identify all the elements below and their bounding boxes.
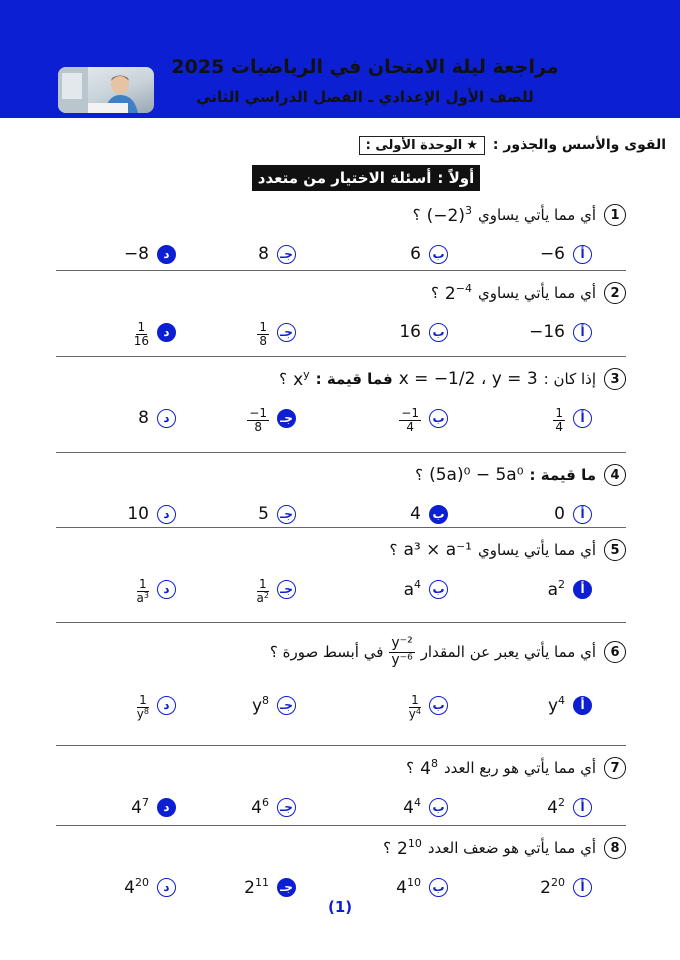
question-text xyxy=(415,465,596,485)
fraction-denominator: 8 xyxy=(259,334,267,348)
option-exp: 20 xyxy=(135,876,149,889)
question-row xyxy=(56,278,626,308)
option-letter: جـ xyxy=(277,245,296,264)
option-4[interactable] xyxy=(127,494,176,534)
question-fraction xyxy=(389,636,414,668)
option-value xyxy=(399,402,421,434)
option-value xyxy=(540,876,565,898)
question-text xyxy=(279,368,596,390)
option-value: −8 xyxy=(123,244,149,264)
denominator-exp: 8 xyxy=(143,707,149,716)
option-base: 4 xyxy=(547,798,558,818)
question-prompt: إذا كان : xyxy=(543,370,596,388)
option-base: 4 xyxy=(124,878,135,898)
option-letter: د xyxy=(157,245,176,264)
option-value xyxy=(252,694,269,716)
option-1[interactable] xyxy=(540,867,592,907)
separator-line xyxy=(56,622,626,623)
question-number: 4 xyxy=(604,464,626,486)
option-value xyxy=(137,573,149,605)
option-letter: ب xyxy=(429,798,448,817)
options-row xyxy=(56,312,626,352)
question-mark: ؟ xyxy=(389,541,398,559)
option-value: 5 xyxy=(258,504,269,524)
option-value: −6 xyxy=(539,244,565,264)
option-exp: 4 xyxy=(558,694,565,707)
fraction-numerator: 1 xyxy=(555,405,563,420)
option-1[interactable] xyxy=(548,569,592,609)
option-4[interactable] xyxy=(138,398,176,438)
question-7 xyxy=(56,753,626,827)
question-number: 7 xyxy=(604,757,626,779)
question-power-exp: 8 xyxy=(430,757,438,770)
options-row xyxy=(56,234,626,274)
option-value xyxy=(396,876,421,898)
question-number: 6 xyxy=(604,641,626,663)
fraction-numerator: 1 xyxy=(137,319,146,334)
question-number: 5 xyxy=(604,539,626,561)
unit-label: الوحدة الأولى : xyxy=(365,137,463,153)
fraction-numerator: −1 xyxy=(401,405,419,420)
fraction-denominator xyxy=(257,592,269,605)
question-row xyxy=(56,364,626,394)
fraction-numerator: −1 xyxy=(249,405,267,420)
fraction-denominator: 4 xyxy=(555,420,563,434)
fraction-denominator xyxy=(137,592,149,605)
fraction-denominator xyxy=(137,708,149,721)
question-prompt: ما قيمة : xyxy=(529,466,596,484)
question-row xyxy=(56,535,626,565)
question-row xyxy=(56,753,626,783)
option-fraction xyxy=(134,321,149,348)
option-value xyxy=(247,402,269,434)
option-1[interactable] xyxy=(547,787,592,827)
option-2[interactable] xyxy=(396,867,448,907)
option-base: 4 xyxy=(403,798,414,818)
option-fraction xyxy=(247,407,269,434)
option-fraction xyxy=(409,694,421,721)
options-row xyxy=(56,787,626,827)
fraction-denominator: 8 xyxy=(254,420,262,434)
option-2[interactable] xyxy=(409,685,448,725)
question-mark: ؟ xyxy=(279,370,288,388)
option-value: 8 xyxy=(258,244,269,264)
question-power-base: 4 xyxy=(420,759,431,779)
question-6 xyxy=(56,637,626,725)
option-value: 8 xyxy=(138,408,149,428)
option-letter: د xyxy=(157,696,176,715)
question-expression: x = −1/2 ، y = 3 xyxy=(398,369,538,389)
question-8 xyxy=(56,833,626,907)
unit-badge xyxy=(359,136,485,155)
question-power-base: 2 xyxy=(397,839,408,859)
option-exp: 2 xyxy=(558,796,565,809)
option-exp: 6 xyxy=(262,796,269,809)
option-letter: جـ xyxy=(277,696,296,715)
question-ask: فما قيمة : xyxy=(315,370,393,388)
option-letter: أ xyxy=(573,409,592,428)
question-row xyxy=(56,200,626,230)
fraction-denominator: y⁻⁶ xyxy=(391,651,413,668)
option-2[interactable] xyxy=(399,398,448,438)
option-3[interactable] xyxy=(247,398,296,438)
option-exp: 8 xyxy=(262,694,269,707)
option-value: −16 xyxy=(529,322,565,342)
fraction-numerator: 1 xyxy=(259,319,267,334)
option-base: 4 xyxy=(131,798,142,818)
denominator-exp: 2 xyxy=(263,591,269,600)
option-fraction xyxy=(399,407,421,434)
option-value xyxy=(553,402,565,434)
option-value xyxy=(134,316,149,348)
option-exp: 10 xyxy=(407,876,421,889)
option-exp: 20 xyxy=(551,876,565,889)
option-fraction xyxy=(257,321,269,348)
unit-title: القوى والأسس والجذور : xyxy=(492,137,666,153)
option-value xyxy=(244,876,269,898)
option-letter: أ xyxy=(573,323,592,342)
separator-line xyxy=(56,527,626,528)
option-letter: د xyxy=(157,878,176,897)
separator-line xyxy=(56,825,626,826)
question-prompt: أي مما يأتي يعبر عن المقدار xyxy=(420,643,596,661)
option-exp: 7 xyxy=(142,796,149,809)
option-letter: أ xyxy=(573,878,592,897)
option-letter: ب xyxy=(429,878,448,897)
option-letter: ب xyxy=(429,505,448,524)
question-row xyxy=(56,833,626,863)
option-base: a xyxy=(547,580,558,600)
option-letter: د xyxy=(157,323,176,342)
options-row xyxy=(56,494,626,534)
option-4[interactable] xyxy=(124,234,176,274)
question-mark: ؟ xyxy=(383,839,392,857)
star-icon: ★ xyxy=(466,137,478,153)
option-letter: أ xyxy=(573,696,592,715)
section-label: أولاً : xyxy=(437,169,475,187)
option-value xyxy=(137,689,149,721)
question-power-exp: 3 xyxy=(464,204,472,217)
option-letter: أ xyxy=(573,505,592,524)
option-letter: جـ xyxy=(277,323,296,342)
question-mark: في أبسط صورة ؟ xyxy=(269,643,384,661)
question-prompt: أي مما يأتي هو ربع العدد xyxy=(443,759,596,777)
option-value: 0 xyxy=(554,504,565,524)
question-power xyxy=(397,837,422,859)
question-power xyxy=(293,368,310,390)
option-letter: ب xyxy=(429,409,448,428)
question-text xyxy=(270,636,596,668)
option-letter: أ xyxy=(573,245,592,264)
question-power-exp: y xyxy=(303,368,310,381)
option-letter: ب xyxy=(429,323,448,342)
denominator-exp: 4 xyxy=(415,707,421,716)
option-value xyxy=(403,796,421,818)
option-1[interactable] xyxy=(540,234,592,274)
option-base: a xyxy=(403,580,414,600)
option-3[interactable] xyxy=(252,685,296,725)
option-value xyxy=(251,796,269,818)
student-photo xyxy=(58,67,154,113)
option-fraction xyxy=(553,407,565,434)
option-3[interactable] xyxy=(251,787,296,827)
fraction-numerator: y⁻² xyxy=(391,635,413,652)
option-letter: أ xyxy=(573,580,592,599)
option-fraction xyxy=(137,578,149,605)
option-1[interactable] xyxy=(529,312,592,352)
question-number: 2 xyxy=(604,282,626,304)
denominator-base: y xyxy=(136,707,144,721)
question-text xyxy=(390,540,597,560)
option-1[interactable] xyxy=(553,398,592,438)
option-4[interactable] xyxy=(134,312,176,352)
question-4 xyxy=(56,460,626,534)
separator-line xyxy=(56,452,626,453)
question-text xyxy=(431,282,596,304)
option-letter: أ xyxy=(573,798,592,817)
option-value xyxy=(548,578,565,600)
question-expression: a³ × a⁻¹ xyxy=(403,540,472,560)
fraction-denominator: 16 xyxy=(133,334,149,348)
option-letter: د xyxy=(157,798,176,817)
option-letter: جـ xyxy=(277,505,296,524)
option-value xyxy=(257,316,269,348)
option-letter: جـ xyxy=(277,580,296,599)
page-title: مراجعة ليلة الامتحان في الرياضيات 2025 xyxy=(171,56,559,78)
page-number: (1) xyxy=(328,898,353,916)
option-base: 2 xyxy=(540,878,551,898)
question-prompt: أي مما يأتي يساوي xyxy=(477,541,596,559)
section-badge xyxy=(252,165,480,191)
option-exp: 4 xyxy=(414,578,421,591)
option-letter: ب xyxy=(429,245,448,264)
separator-line xyxy=(56,270,626,271)
option-value: 16 xyxy=(399,322,421,342)
question-power-base: x xyxy=(293,370,304,390)
option-3[interactable] xyxy=(244,867,296,907)
question-number: 1 xyxy=(604,204,626,226)
option-value xyxy=(409,689,421,721)
option-value xyxy=(548,694,565,716)
option-fraction xyxy=(257,578,269,605)
question-power-exp: −4 xyxy=(455,282,472,295)
option-3[interactable] xyxy=(258,494,296,534)
option-3[interactable] xyxy=(258,234,296,274)
question-power xyxy=(445,282,472,304)
question-2 xyxy=(56,278,626,352)
option-letter: ب xyxy=(429,580,448,599)
option-letter: جـ xyxy=(277,798,296,817)
question-row xyxy=(56,637,626,667)
option-letter: جـ xyxy=(277,409,296,428)
question-power-exp: 10 xyxy=(407,837,422,850)
question-mark: ؟ xyxy=(412,206,421,224)
page-subtitle: للصف الأول الإعدادي ـ الفصل الدراسي الثاني xyxy=(196,88,534,106)
separator-line xyxy=(56,745,626,746)
fraction-denominator: 4 xyxy=(406,420,414,434)
question-text xyxy=(413,204,596,226)
unit-heading xyxy=(359,132,666,158)
question-number: 8 xyxy=(604,837,626,859)
option-value xyxy=(404,578,421,600)
question-number: 3 xyxy=(604,368,626,390)
option-base: y xyxy=(251,696,262,716)
option-letter: د xyxy=(157,505,176,524)
option-base: 2 xyxy=(244,878,255,898)
option-base: 4 xyxy=(251,798,262,818)
option-exp: 2 xyxy=(558,578,565,591)
options-row xyxy=(56,398,626,438)
option-4[interactable] xyxy=(131,787,176,827)
option-3[interactable] xyxy=(257,312,296,352)
option-4[interactable] xyxy=(137,569,176,609)
denominator-base: y xyxy=(408,707,416,721)
option-value xyxy=(124,876,149,898)
question-expression: (5a)⁰ − 5a⁰ xyxy=(429,465,524,485)
question-5 xyxy=(56,535,626,609)
options-row xyxy=(56,685,626,725)
option-exp: 11 xyxy=(255,876,269,889)
question-prompt: أي مما يأتي يساوي xyxy=(477,206,596,224)
option-exp: 4 xyxy=(414,796,421,809)
question-mark: ؟ xyxy=(415,466,424,484)
option-value xyxy=(257,573,269,605)
question-row xyxy=(56,460,626,490)
question-text xyxy=(383,837,596,859)
option-letter: د xyxy=(157,580,176,599)
separator-line xyxy=(56,356,626,357)
option-2[interactable] xyxy=(404,569,448,609)
denominator-base: a xyxy=(256,591,264,605)
option-2[interactable] xyxy=(410,494,448,534)
option-value: 4 xyxy=(410,504,421,524)
option-1[interactable] xyxy=(554,494,592,534)
question-3 xyxy=(56,364,626,438)
question-prompt: أي مما يأتي يساوي xyxy=(477,284,596,302)
denominator-base: a xyxy=(136,591,144,605)
option-value xyxy=(131,796,149,818)
option-base: 4 xyxy=(396,878,407,898)
question-power-base: 2 xyxy=(444,284,456,304)
option-letter: ب xyxy=(429,696,448,715)
option-base: y xyxy=(547,696,558,716)
fraction-numerator: 1 xyxy=(411,692,419,707)
question-power xyxy=(420,757,438,779)
option-4[interactable] xyxy=(137,685,176,725)
options-row xyxy=(56,569,626,609)
question-text xyxy=(406,757,596,779)
option-2[interactable] xyxy=(403,787,448,827)
section-title: أسئلة الاختيار من متعدد xyxy=(257,169,432,187)
option-value: 10 xyxy=(127,504,149,524)
question-power-base: (−2) xyxy=(426,206,465,226)
option-value: 6 xyxy=(410,244,421,264)
option-letter: جـ xyxy=(277,878,296,897)
fraction-denominator xyxy=(409,708,421,721)
question-prompt: أي مما يأتي هو ضعف العدد xyxy=(427,839,596,857)
option-2[interactable] xyxy=(410,234,448,274)
option-4[interactable] xyxy=(124,867,176,907)
question-mark: ؟ xyxy=(430,284,439,302)
option-letter: د xyxy=(157,409,176,428)
question-1 xyxy=(56,200,626,274)
option-3[interactable] xyxy=(257,569,296,609)
denominator-exp: 3 xyxy=(143,591,149,600)
question-power xyxy=(427,204,472,226)
option-2[interactable] xyxy=(399,312,448,352)
option-fraction xyxy=(137,694,149,721)
fraction-numerator: 1 xyxy=(138,576,147,591)
fraction-numerator: 1 xyxy=(139,692,147,707)
option-value xyxy=(547,796,565,818)
fraction-numerator: 1 xyxy=(258,576,267,591)
option-1[interactable] xyxy=(548,685,592,725)
question-mark: ؟ xyxy=(406,759,415,777)
